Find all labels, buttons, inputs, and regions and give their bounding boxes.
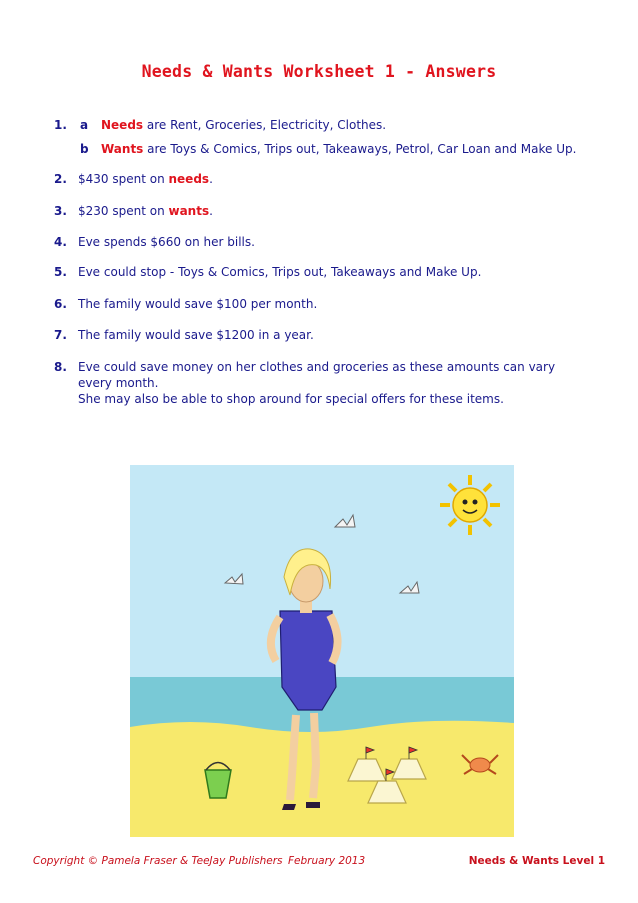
beach-illustration [130,465,514,837]
keyword-wants: wants [168,204,210,218]
sub-label: b [80,142,89,156]
answer-text: are Toys & Comics, Trips out, Takeaways, Petrol, Car Loan and Make Up. [143,142,577,156]
footer-date: February 2013 [288,855,366,867]
answer-text-line-3: She may also be able to shop around for special offers for these items. [78,392,504,406]
answer-text: are Rent, Groceries, Electricity, Clothes. [143,118,387,132]
beach-scene-svg [130,465,514,837]
answer-text-line-1: Eve could save money on her clothes and groceries as these amounts can vary [78,360,556,374]
answer-text: Eve could stop - Toys & Comics, Trips out, Takeaways and Make Up. [78,265,482,279]
answer-number: 4. [54,235,67,249]
answer-number: 3. [54,204,67,218]
answer-text: The family would save $100 per month. [78,297,318,311]
answer-number: 2. [54,172,67,186]
answer-text: $230 spent on [78,204,169,218]
answer-number: 6. [54,297,67,311]
answer-text-line-2: every month. [78,376,159,390]
answer-number: 8. [54,360,67,374]
sand [130,721,514,837]
page-title: Needs & Wants Worksheet 1 - Answers [141,62,497,81]
answer-number: 5. [54,265,67,279]
answer-text-end: . [209,204,213,218]
answer-text: $430 spent on [78,172,169,186]
answer-text-end: . [209,172,213,186]
footer-copyright: Copyright © Pamela Fraser & TeeJay Publishers [33,855,283,867]
sub-label: a [80,118,89,132]
answer-text: Eve spends $660 on her bills. [78,235,255,249]
answer-number: 7. [54,328,67,342]
sun-icon [440,475,500,535]
keyword-wants: Wants [101,142,144,156]
answer-text: The family would save $1200 in a year. [78,328,314,342]
keyword-needs: Needs [101,118,144,132]
keyword-needs: needs [168,172,210,186]
answer-number: 1. [54,118,67,132]
footer-level: Needs & Wants Level 1 [468,855,605,867]
